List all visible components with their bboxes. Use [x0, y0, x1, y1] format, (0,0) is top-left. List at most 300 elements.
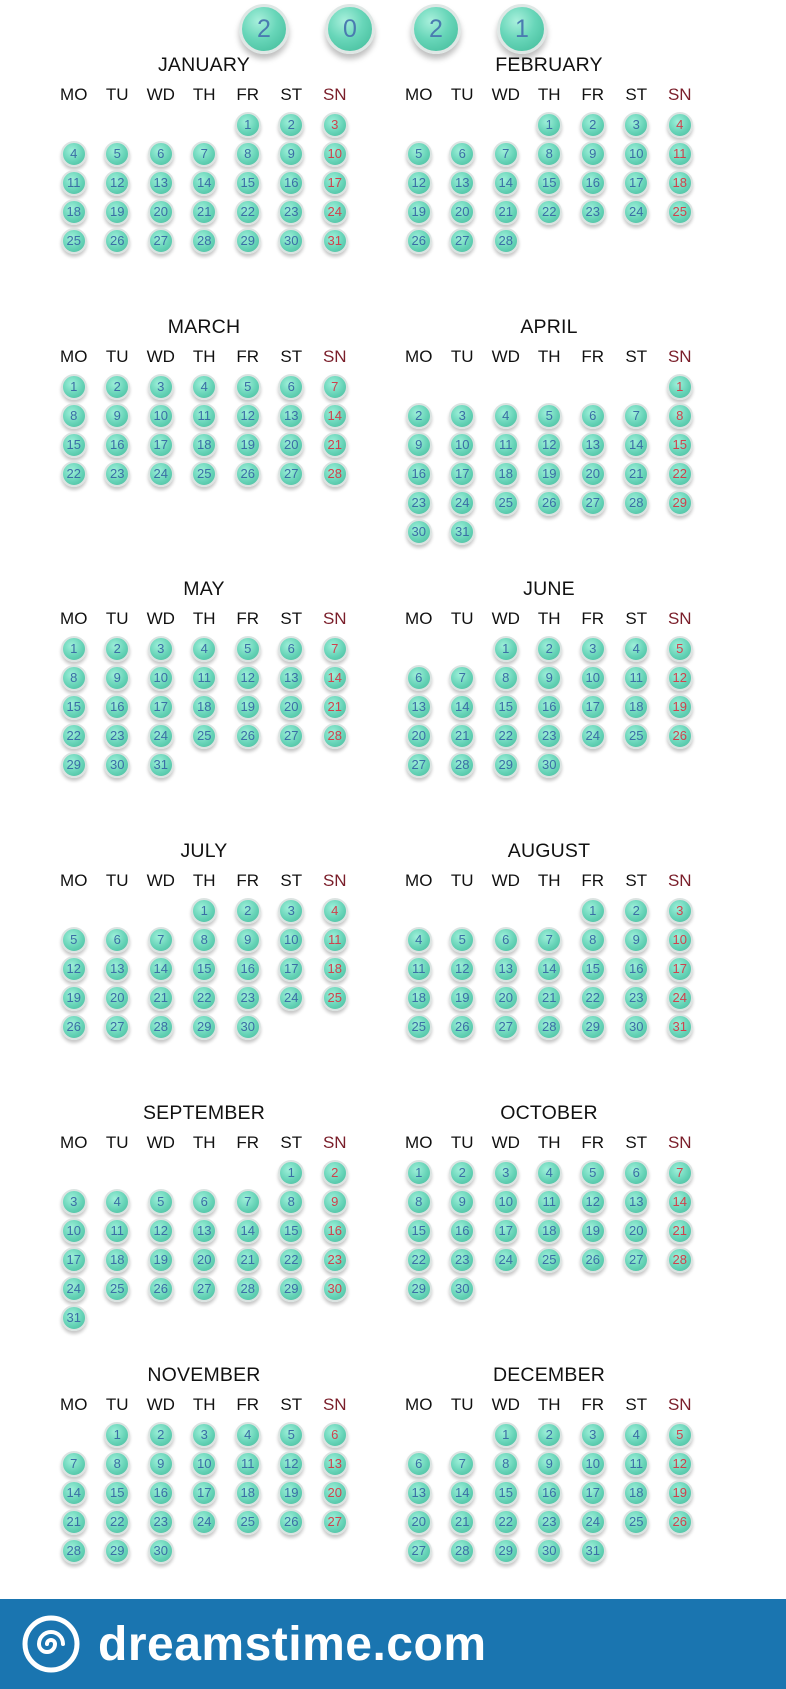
day-4: 4 [191, 636, 217, 662]
empty-day-cell [397, 896, 441, 925]
day-20: 20 [623, 1218, 649, 1244]
weekday-label: MO [405, 871, 433, 890]
day-16: 16 [235, 956, 261, 982]
day-6: 6 [148, 141, 174, 167]
day-10: 10 [493, 1189, 519, 1215]
day-1: 1 [191, 898, 217, 924]
day-29: 29 [235, 228, 261, 254]
day-30: 30 [104, 752, 130, 778]
empty-day-cell [528, 372, 572, 401]
spiral-logo-icon [22, 1615, 80, 1673]
day-2: 2 [623, 898, 649, 924]
day-7: 7 [536, 927, 562, 953]
day-9: 9 [406, 432, 432, 458]
day-30: 30 [148, 1538, 174, 1564]
day-28: 28 [191, 228, 217, 254]
day-18: 18 [667, 170, 693, 196]
weekday-header-row [397, 1390, 742, 1420]
day-17: 17 [580, 694, 606, 720]
day-19: 19 [667, 1480, 693, 1506]
month-december [397, 1360, 742, 1622]
day-24: 24 [623, 199, 649, 225]
day-22: 22 [235, 199, 261, 225]
weekday-header-row [397, 604, 742, 634]
weekday-label: TU [105, 609, 129, 628]
weekday-header-row [397, 866, 742, 896]
weekday-label: ST [280, 609, 303, 628]
day-2: 2 [235, 898, 261, 924]
weekday-label: FR [236, 609, 260, 628]
day-16: 16 [623, 956, 649, 982]
day-grid [397, 1158, 742, 1303]
day-9: 9 [449, 1189, 475, 1215]
day-28: 28 [322, 461, 348, 487]
weekday-label: MO [405, 347, 433, 366]
day-23: 23 [580, 199, 606, 225]
day-14: 14 [536, 956, 562, 982]
day-31: 31 [667, 1014, 693, 1040]
day-12: 12 [667, 665, 693, 691]
day-28: 28 [449, 752, 475, 778]
day-21: 21 [191, 199, 217, 225]
weekday-label: FR [581, 85, 605, 104]
day-23: 23 [536, 1509, 562, 1535]
empty-day-cell [139, 896, 183, 925]
day-25: 25 [623, 1509, 649, 1535]
weekday-label: MO [405, 85, 433, 104]
day-25: 25 [191, 723, 217, 749]
weekday-label: MO [60, 347, 88, 366]
day-24: 24 [449, 490, 475, 516]
day-grid [397, 634, 742, 779]
empty-day-cell [96, 1158, 140, 1187]
day-12: 12 [536, 432, 562, 458]
day-27: 27 [493, 1014, 519, 1040]
day-16: 16 [449, 1218, 475, 1244]
month-name: APRIL [520, 316, 578, 338]
day-29: 29 [580, 1014, 606, 1040]
weekday-label: FR [581, 347, 605, 366]
day-13: 13 [104, 956, 130, 982]
weekday-label: ST [625, 1395, 648, 1414]
day-25: 25 [191, 461, 217, 487]
day-7: 7 [322, 636, 348, 662]
day-12: 12 [235, 665, 261, 691]
day-10: 10 [667, 927, 693, 953]
day-24: 24 [580, 723, 606, 749]
month-name: DECEMBER [492, 1364, 606, 1386]
weekday-header-row [52, 342, 397, 372]
day-19: 19 [278, 1480, 304, 1506]
day-17: 17 [322, 170, 348, 196]
day-18: 18 [104, 1247, 130, 1273]
empty-day-cell [52, 896, 96, 925]
day-20: 20 [191, 1247, 217, 1273]
day-4: 4 [623, 1422, 649, 1448]
day-2: 2 [148, 1422, 174, 1448]
day-11: 11 [536, 1189, 562, 1215]
weekday-label: MO [60, 1395, 88, 1414]
day-29: 29 [667, 490, 693, 516]
weekday-header-row [52, 80, 397, 110]
day-7: 7 [449, 665, 475, 691]
day-3: 3 [580, 636, 606, 662]
day-12: 12 [449, 956, 475, 982]
day-29: 29 [406, 1276, 432, 1302]
day-7: 7 [61, 1451, 87, 1477]
day-20: 20 [449, 199, 475, 225]
day-4: 4 [406, 927, 432, 953]
day-2: 2 [278, 112, 304, 138]
day-6: 6 [322, 1422, 348, 1448]
weekday-label: TH [192, 85, 216, 104]
weekday-label: TH [537, 871, 561, 890]
day-28: 28 [493, 228, 519, 254]
day-8: 8 [104, 1451, 130, 1477]
empty-day-cell [441, 110, 485, 139]
day-2: 2 [536, 1422, 562, 1448]
day-19: 19 [449, 985, 475, 1011]
weekday-label: ST [625, 609, 648, 628]
day-24: 24 [278, 985, 304, 1011]
empty-day-cell [226, 1158, 270, 1187]
day-19: 19 [235, 432, 261, 458]
weekday-label: TU [450, 1133, 474, 1152]
day-26: 26 [235, 723, 261, 749]
day-24: 24 [61, 1276, 87, 1302]
day-23: 23 [104, 461, 130, 487]
day-16: 16 [278, 170, 304, 196]
day-24: 24 [191, 1509, 217, 1535]
empty-day-cell [484, 896, 528, 925]
day-26: 26 [104, 228, 130, 254]
day-grid [397, 1420, 742, 1565]
day-31: 31 [580, 1538, 606, 1564]
day-11: 11 [191, 403, 217, 429]
day-28: 28 [322, 723, 348, 749]
day-grid [397, 110, 742, 255]
day-3: 3 [322, 112, 348, 138]
day-23: 23 [278, 199, 304, 225]
day-12: 12 [406, 170, 432, 196]
day-27: 27 [406, 1538, 432, 1564]
day-17: 17 [191, 1480, 217, 1506]
day-7: 7 [148, 927, 174, 953]
day-5: 5 [148, 1189, 174, 1215]
day-18: 18 [623, 694, 649, 720]
day-16: 16 [322, 1218, 348, 1244]
day-31: 31 [322, 228, 348, 254]
day-9: 9 [580, 141, 606, 167]
day-25: 25 [406, 1014, 432, 1040]
day-18: 18 [235, 1480, 261, 1506]
day-29: 29 [191, 1014, 217, 1040]
weekday-label: ST [280, 85, 303, 104]
day-2: 2 [104, 636, 130, 662]
day-25: 25 [235, 1509, 261, 1535]
day-14: 14 [322, 403, 348, 429]
day-16: 16 [104, 694, 130, 720]
weekday-label: MO [60, 871, 88, 890]
day-6: 6 [406, 665, 432, 691]
weekday-label: WD [491, 1133, 520, 1152]
day-5: 5 [667, 636, 693, 662]
day-19: 19 [104, 199, 130, 225]
empty-day-cell [52, 1158, 96, 1187]
weekday-label: TH [192, 609, 216, 628]
day-15: 15 [493, 1480, 519, 1506]
day-16: 16 [536, 694, 562, 720]
weekday-label: FR [236, 1133, 260, 1152]
day-29: 29 [104, 1538, 130, 1564]
day-31: 31 [148, 752, 174, 778]
day-30: 30 [406, 519, 432, 545]
day-26: 26 [61, 1014, 87, 1040]
day-4: 4 [322, 898, 348, 924]
day-10: 10 [278, 927, 304, 953]
year-digit: 2 [239, 4, 289, 54]
day-14: 14 [493, 170, 519, 196]
day-3: 3 [61, 1189, 87, 1215]
day-3: 3 [449, 403, 475, 429]
weekday-label: MO [60, 1133, 88, 1152]
weekday-label: SN [667, 1395, 692, 1414]
weekday-header-row [52, 1390, 397, 1420]
day-20: 20 [104, 985, 130, 1011]
day-9: 9 [235, 927, 261, 953]
weekday-label: WD [146, 347, 175, 366]
day-1: 1 [406, 1160, 432, 1186]
day-23: 23 [235, 985, 261, 1011]
day-4: 4 [235, 1422, 261, 1448]
day-12: 12 [667, 1451, 693, 1477]
day-7: 7 [623, 403, 649, 429]
day-5: 5 [104, 141, 130, 167]
day-22: 22 [104, 1509, 130, 1535]
day-8: 8 [61, 403, 87, 429]
month-january [52, 50, 397, 312]
day-21: 21 [449, 723, 475, 749]
day-9: 9 [536, 665, 562, 691]
weekday-label: TU [450, 871, 474, 890]
day-21: 21 [322, 432, 348, 458]
weekday-label: TH [537, 85, 561, 104]
month-name: JULY [180, 840, 228, 862]
weekday-label: TU [450, 1395, 474, 1414]
day-4: 4 [104, 1189, 130, 1215]
day-5: 5 [278, 1422, 304, 1448]
day-8: 8 [406, 1189, 432, 1215]
weekday-label: SN [667, 347, 692, 366]
day-27: 27 [191, 1276, 217, 1302]
day-12: 12 [580, 1189, 606, 1215]
day-3: 3 [191, 1422, 217, 1448]
weekday-label: TH [537, 1133, 561, 1152]
day-8: 8 [667, 403, 693, 429]
day-15: 15 [667, 432, 693, 458]
month-march [52, 312, 397, 574]
day-19: 19 [667, 694, 693, 720]
day-18: 18 [623, 1480, 649, 1506]
day-8: 8 [493, 665, 519, 691]
day-1: 1 [667, 374, 693, 400]
month-july [52, 836, 397, 1098]
year-digit: 0 [325, 4, 375, 54]
day-13: 13 [148, 170, 174, 196]
day-grid [52, 110, 397, 255]
day-21: 21 [493, 199, 519, 225]
day-3: 3 [580, 1422, 606, 1448]
day-6: 6 [104, 927, 130, 953]
day-17: 17 [148, 694, 174, 720]
day-5: 5 [449, 927, 475, 953]
month-name: SEPTEMBER [142, 1102, 266, 1124]
weekday-label: WD [146, 1395, 175, 1414]
empty-day-cell [397, 1420, 441, 1449]
day-18: 18 [61, 199, 87, 225]
day-15: 15 [104, 1480, 130, 1506]
day-26: 26 [449, 1014, 475, 1040]
day-5: 5 [61, 927, 87, 953]
day-8: 8 [493, 1451, 519, 1477]
month-name: OCTOBER [500, 1102, 598, 1124]
day-20: 20 [278, 432, 304, 458]
day-3: 3 [148, 374, 174, 400]
day-24: 24 [493, 1247, 519, 1273]
month-august [397, 836, 742, 1098]
day-6: 6 [278, 636, 304, 662]
weekday-label: FR [236, 85, 260, 104]
day-16: 16 [580, 170, 606, 196]
day-8: 8 [278, 1189, 304, 1215]
empty-day-cell [441, 372, 485, 401]
day-25: 25 [667, 199, 693, 225]
day-9: 9 [623, 927, 649, 953]
month-february [397, 50, 742, 312]
day-17: 17 [278, 956, 304, 982]
weekday-label: SN [667, 85, 692, 104]
day-3: 3 [493, 1160, 519, 1186]
day-6: 6 [580, 403, 606, 429]
calendar-grid [52, 50, 742, 1622]
day-21: 21 [235, 1247, 261, 1273]
day-28: 28 [235, 1276, 261, 1302]
day-14: 14 [61, 1480, 87, 1506]
day-14: 14 [449, 1480, 475, 1506]
day-12: 12 [148, 1218, 174, 1244]
day-15: 15 [278, 1218, 304, 1244]
day-13: 13 [322, 1451, 348, 1477]
day-29: 29 [278, 1276, 304, 1302]
day-21: 21 [449, 1509, 475, 1535]
day-8: 8 [235, 141, 261, 167]
day-6: 6 [278, 374, 304, 400]
day-10: 10 [191, 1451, 217, 1477]
day-8: 8 [580, 927, 606, 953]
weekday-label: FR [581, 1133, 605, 1152]
day-16: 16 [536, 1480, 562, 1506]
day-29: 29 [493, 1538, 519, 1564]
day-27: 27 [278, 723, 304, 749]
weekday-label: SN [667, 871, 692, 890]
day-1: 1 [61, 374, 87, 400]
day-28: 28 [536, 1014, 562, 1040]
day-1: 1 [278, 1160, 304, 1186]
day-25: 25 [61, 228, 87, 254]
day-23: 23 [536, 723, 562, 749]
day-7: 7 [235, 1189, 261, 1215]
day-5: 5 [580, 1160, 606, 1186]
month-name: JANUARY [157, 54, 251, 76]
weekday-label: SN [322, 871, 347, 890]
day-8: 8 [191, 927, 217, 953]
day-4: 4 [667, 112, 693, 138]
day-20: 20 [580, 461, 606, 487]
weekday-label: TU [105, 871, 129, 890]
day-13: 13 [278, 665, 304, 691]
day-24: 24 [580, 1509, 606, 1535]
day-19: 19 [235, 694, 261, 720]
day-4: 4 [623, 636, 649, 662]
day-13: 13 [493, 956, 519, 982]
day-16: 16 [104, 432, 130, 458]
day-5: 5 [235, 636, 261, 662]
day-18: 18 [406, 985, 432, 1011]
day-3: 3 [623, 112, 649, 138]
weekday-label: ST [625, 347, 648, 366]
day-11: 11 [235, 1451, 261, 1477]
day-25: 25 [104, 1276, 130, 1302]
day-20: 20 [406, 1509, 432, 1535]
empty-day-cell [615, 372, 659, 401]
empty-day-cell [52, 110, 96, 139]
day-27: 27 [322, 1509, 348, 1535]
day-15: 15 [406, 1218, 432, 1244]
day-7: 7 [449, 1451, 475, 1477]
day-15: 15 [580, 956, 606, 982]
day-5: 5 [667, 1422, 693, 1448]
day-27: 27 [148, 228, 174, 254]
weekday-label: TU [450, 609, 474, 628]
day-10: 10 [623, 141, 649, 167]
day-4: 4 [61, 141, 87, 167]
weekday-label: TH [192, 871, 216, 890]
day-2: 2 [406, 403, 432, 429]
weekday-label: WD [146, 871, 175, 890]
brand-name: dreamstime.com [98, 1617, 487, 1671]
weekday-label: SN [667, 1133, 692, 1152]
day-12: 12 [104, 170, 130, 196]
day-17: 17 [623, 170, 649, 196]
day-25: 25 [493, 490, 519, 516]
day-28: 28 [623, 490, 649, 516]
weekday-label: WD [491, 347, 520, 366]
day-2: 2 [536, 636, 562, 662]
month-name: FEBRUARY [495, 54, 603, 76]
day-24: 24 [667, 985, 693, 1011]
day-1: 1 [493, 1422, 519, 1448]
day-grid [52, 372, 397, 488]
day-10: 10 [449, 432, 475, 458]
day-25: 25 [322, 985, 348, 1011]
weekday-label: SN [322, 347, 347, 366]
day-10: 10 [61, 1218, 87, 1244]
day-7: 7 [191, 141, 217, 167]
day-4: 4 [493, 403, 519, 429]
day-12: 12 [61, 956, 87, 982]
empty-day-cell [528, 896, 572, 925]
day-2: 2 [580, 112, 606, 138]
